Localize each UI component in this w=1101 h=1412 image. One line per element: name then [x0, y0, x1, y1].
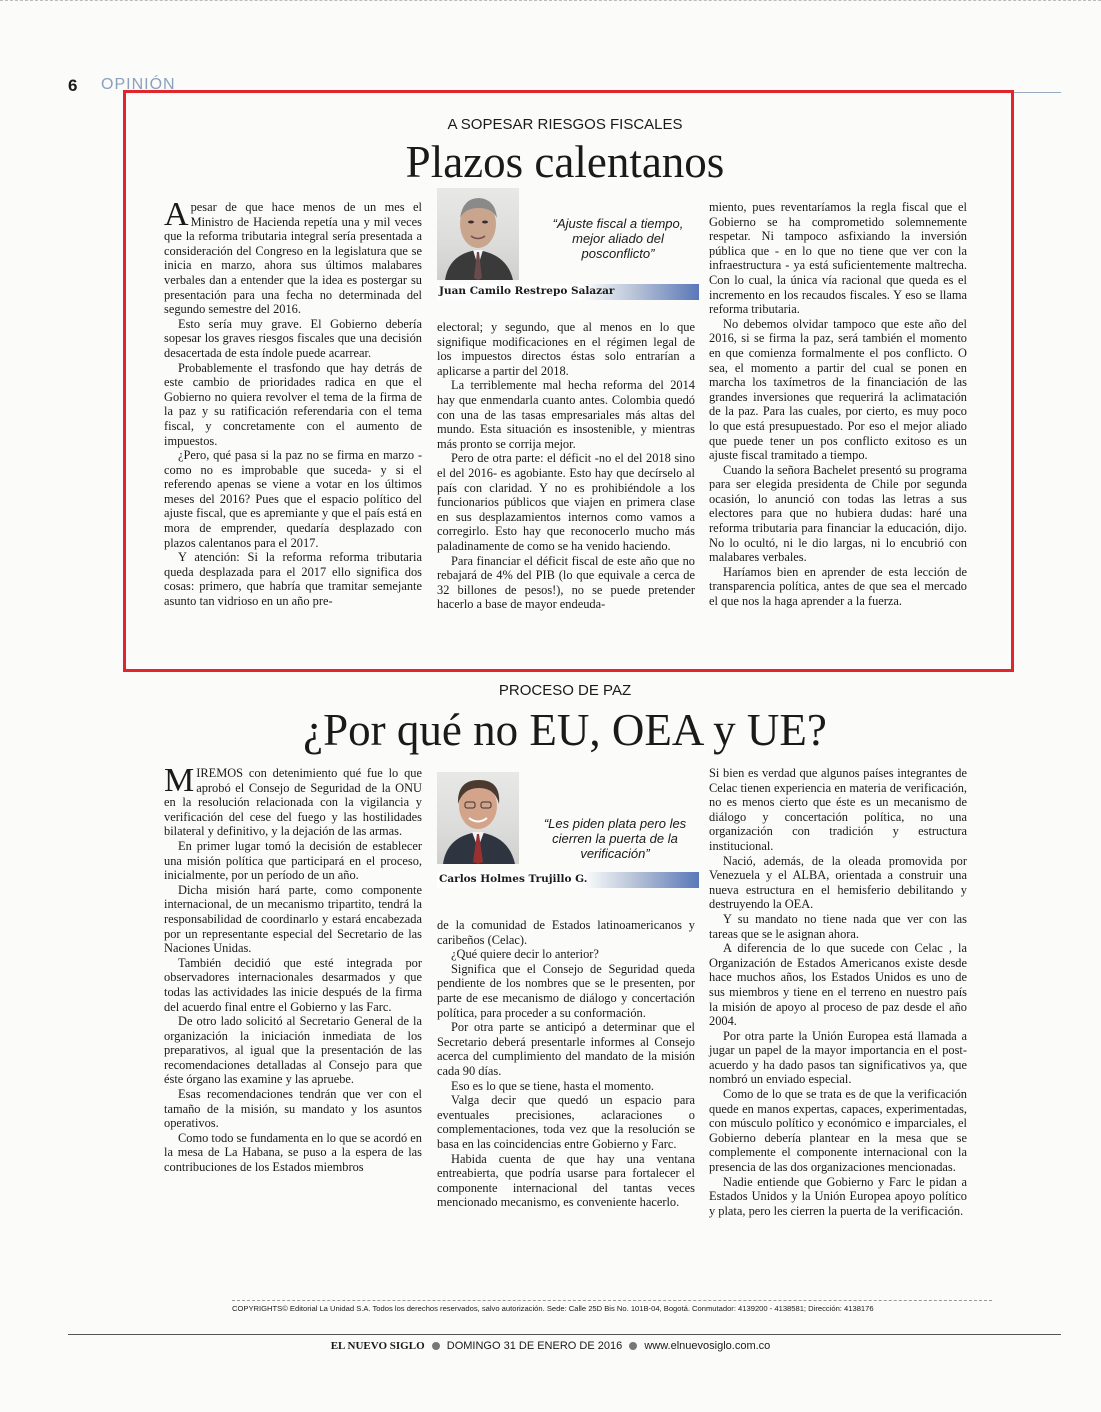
paragraph: Nació, además, de la oleada promovida por Venezuela y el ALBA, orientada a construir una nueva estructura en el hemisferio debilitando y destruyendo la OEA.: [709, 853, 967, 912]
paragraph: En primer lugar tomó la decisión de establecer una misión política que participará en el proceso, inicialmente, por un período de un año.: [164, 838, 422, 883]
paragraph: electoral; y segundo, que al menos en lo que signifique modificaciones en el régimen legal de los impuestos directos éstas solo entrarían a aplicarse a partir del 2018.: [437, 320, 695, 378]
paragraph: Y atención: Si la reforma reforma tributaria queda desplazada para el 2017 ello significa dos cosas: primero, que habría que tramitar semejante asunto tan vidrioso en un año pre-: [164, 550, 422, 609]
dropcap: A: [164, 196, 189, 233]
footer-rule: [68, 1334, 1061, 1335]
paragraph: Haríamos bien en aprender de esta lección de transparencia política, antes de que sea el mercado el que nos la haga aprender a la fuerza.: [709, 564, 967, 609]
issue-date: DOMINGO 31 DE ENERO DE 2016: [446, 1340, 623, 1352]
article-headline: Plazos calentanos: [405, 137, 725, 187]
article-kicker: A SOPESAR RIESGOS FISCALES: [447, 116, 683, 133]
paragraph: Como de lo que se trata es de que la verificación quede en manos expertas, capaces, experimentadas, con músculo político y económico e imparciales, el Gobierno debería plantear en la mesa que se complemente el componente internacional con la presencia de las dos organizaciones mencionadas.: [709, 1087, 967, 1175]
paragraph: No debemos olvidar tampoco que este año del 2016, si se firma la paz, será también el momento en que comienza formalmente el pos conflicto. O sea, el momento a partir del cual se ponen en marcha los taxímetros de la financiación de las grandes inversiones que requerirá la aclimatación de la paz. Para las cuales, por cierto, es muy poco lo que está presupuestado. Por eso el mejor aliado que puede tener un pos conflicto exitoso es un ajuste fiscal tramitado a tiempo.: [709, 316, 967, 463]
bullet-icon: [629, 1342, 637, 1350]
paragraph: Si bien es verdad que algunos países integrantes de Celac tienen experiencia en materia de verificación, no es menos cierto que éste es un mecanismo de diálogo y concertación política, no una organización con tradición y estructura institucional.: [709, 766, 967, 853]
paragraph: También decidió que esté integrada por observadores internacionales desarmados y que todas las actividades las inicie después de la firma del acuerdo final entre el Gobierno y las Farc.: [164, 955, 422, 1014]
article-column-2: [437, 918, 695, 1210]
copyright-notice: COPYRIGHTS© Editorial La Unidad S.A. Todos los derechos reservados, salvo autorización. Sede: Calle 25D Bis No. 101B-04, Bogotá. Conmutador: 4139200 - 4138581; Dirección: 4138176: [232, 1300, 992, 1313]
paragraph: miento, pues reventaríamos la regla fiscal que el Gobierno se ha comprometido solemnemente respetar. Ni tampoco asfixiando la inversión pública que - en lo que no tiene que ver con la infraestructura - ya está suficientemente maltrecha. Con lo cual, la única vía racional que queda es el incremento en los recaudos fiscales. Y eso se llama reforma tributaria.: [709, 200, 967, 317]
article-por-que-no: [160, 682, 970, 1282]
paragraph: Para financiar el déficit fiscal de este año que no rebajará de 4% del PIB (lo que equivale a cerca de 32 billones de pesos!), no se puede pretender hacerlo a base de mayor endeuda-: [437, 553, 695, 612]
paragraph: de la comunidad de Estados latinoamericanos y caribeños (Celac).: [437, 918, 695, 947]
dropcap: M: [164, 762, 195, 799]
author-byline: Carlos Holmes Trujillo G.: [439, 873, 588, 885]
paragraph: Por otra parte la Unión Europea está llamada a jugar un papel de la mayor importancia en el post-acuerdo y ha dado pasos tan significativos ya, que nombró un enviado especial.: [709, 1028, 967, 1087]
paragraph: MIREMOS con detenimiento qué fue lo que aprobó el Consejo de Seguridad de la ONU en la resolución relacionada con la vigilancia y verificación del cese del fuego y las hostilidades bilateral y definitivo, y la dejación de las armas.: [164, 762, 422, 839]
paragraph: Cuando la señora Bachelet presentó su programa para ser elegida presidenta de Chile por segunda ocasión, lo anunció con todas las letras a sus electores para que no hubiera dudas: haré una reforma tributaria para financiar la educación, dijo. No lo ocultó, ni le dio largas, ni lo encubrió con malabares verbales.: [709, 462, 967, 565]
article-headline: ¿Por qué no EU, OEA y UE?: [303, 705, 827, 755]
page-number: 6: [68, 76, 78, 95]
paragraph: Esas recomendaciones tendrán que ver con el tamaño de la misión, su mandato y los asuntos operativos.: [164, 1087, 422, 1131]
paragraph: De otro lado solicitó al Secretario General de la organización la iniciación inmediata de los preparativos, al igual que la presentación de las recomendaciones detalladas al Consejo para que éste órgano las examine y las apruebe.: [164, 1014, 422, 1087]
website-url: www.elnuevosiglo.com.co: [644, 1340, 771, 1352]
newspaper-brand: EL NUEVO SIGLO: [330, 1340, 425, 1352]
paragraph: La terriblemente mal hecha reforma del 2014 hay que enmendarla cuanto antes. Colombia quedó con una de las tasas empresariales más altas del mundo. Esta situación es insostenible, y mientras más pronto se corrija mejor.: [437, 378, 695, 451]
paragraph: Dicha misión hará parte, como componente internacional, de un mecanismo tripartito, tendrá la responsabilidad de coordinarlo y estará encabezada por un representante especial del Secretario de las Naciones Unidas.: [164, 882, 422, 956]
footer-line: [0, 1340, 1101, 1352]
paragraph: Pero de otra parte: el déficit -no el del 2018 sino el del 2016- es agobiante. Esto hay que decírselo al país con claridad. Y no es prohibiéndole a los funcionarios públicos que viajen en primera clase en sus desplazamientos internos como vamos a corregirlo. Esto hay que reconocerlo mucho más paladinamente de como se ha venido haciendo.: [437, 451, 695, 553]
paragraph: Habida cuenta de que hay una ventana entreabierta, que podría usarse para fortalecer el componente internacional del tantas veces mencionado mecanismo, es conveniente hacerlo.: [437, 1151, 695, 1210]
paragraph: Por otra parte se anticipó a determinar que el Secretario deberá presentarle informes al Consejo acerca del cumplimiento del mandato de la misión cada 90 días.: [437, 1020, 695, 1078]
author-photo: [437, 772, 519, 864]
paragraph: Valga decir que quedó un espacio para eventuales precisiones, aclaraciones o complementaciones, toda vez que la resolución se basa en las coincidencias entre Gobierno y Farc.: [437, 1093, 695, 1151]
article-kicker: PROCESO DE PAZ: [498, 682, 632, 699]
paragraph: ¿Pero, qué pasa si la paz no se firma en marzo -como no es improbable que suceda- y si el referendo apenas se viene a votar en los últimos meses del 2016? Pues que el espacio político del ajuste fiscal, que es apremiante y que el país está en mora de emprender, quedaría desplazado con plazos calentanos para el 2017.: [164, 448, 422, 550]
highlight-box: [123, 90, 1014, 672]
paragraph: Y su mandato no tiene nada que ver con las tareas que se le asignan ahora.: [709, 911, 967, 941]
article-column-3: [709, 766, 967, 1218]
author-byline: Juan Camilo Restrepo Salazar: [439, 285, 615, 297]
section-label: OPINIÓN: [101, 76, 176, 93]
top-dashed-rule: [0, 0, 1101, 4]
pull-quote: “Ajuste fiscal a tiempo, mejor aliado del posconflicto”: [552, 216, 684, 261]
paragraph: Como todo se fundamenta en lo que se acordó en la mesa de La Habana, se puso a la espera de las contribuciones de los Estados miembros: [164, 1130, 422, 1175]
paragraph: Eso es lo que se tiene, hasta el momento.: [451, 1078, 655, 1093]
author-box: [437, 772, 699, 890]
paragraph: Significa que el Consejo de Seguridad queda pendiente de los nombres que se le presenten, por parte de ese mecanismo de diálogo y concertación política, para proceder a su conformación.: [437, 961, 695, 1020]
paragraph: Esto sería muy grave. El Gobierno debería sopesar los graves riesgos fiscales que una decisión desacertada de esta índole puede acarrear.: [164, 316, 422, 360]
paragraph: ¿Qué quiere decir lo anterior?: [451, 947, 599, 962]
paragraph: A diferencia de lo que sucede con Celac , la Organización de Estados Americanos existe desde hace muchos años, los Estados Unidos es uno de sus miembros y tiene en el terreno en nuestro país la misión de apoyo al proceso de paz desde el año 2004.: [709, 941, 967, 1029]
byline-bar: [437, 872, 699, 888]
pull-quote: “Les piden plata pero les cierren la puerta de la verificación”: [543, 816, 687, 861]
paragraph: Nadie entiende que Gobierno y Farc le pidan a Estados Unidos y la Unión Europea apoyo político y plata, pero les cierren la puerta de la verificación.: [709, 1174, 967, 1218]
paragraph: Probablemente el trasfondo que hay detrás de este cambio de prioridades radica en que el Gobierno no quiera revolver el tema de la firma de la paz y su ratificación referendaria con el tema fiscal, y concretamente con el aumento de impuestos.: [164, 360, 422, 448]
paragraph: Apesar de que hace menos de un mes el Ministro de Hacienda repetía una y mil veces que la reforma tributaria integral sería presentada a consideración del Congreso en la legislatura que se inicia en marzo, ahora sus últimos malabares verbales dan a entender que la idea es postergar su presentación para una fecha no determinada del segundo semestre del 2016.: [164, 196, 422, 317]
article-column-1: [164, 762, 422, 1175]
bullet-icon: [432, 1342, 440, 1350]
